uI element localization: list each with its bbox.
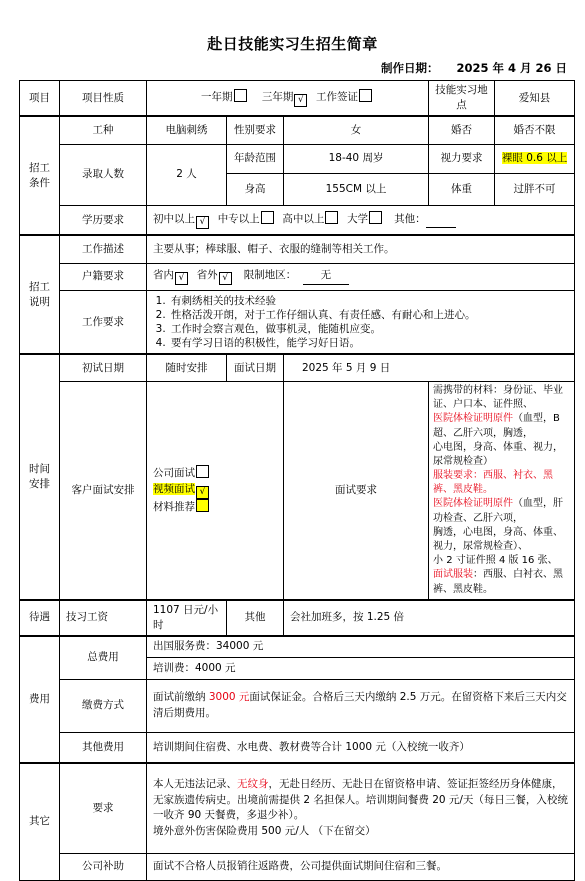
service-fee: 出国服务费：34000 元 — [147, 636, 575, 657]
video-interview-checkbox: √ — [196, 486, 209, 499]
material-recommend-checkbox — [196, 499, 209, 512]
education-options: 初中以上 √ 中专以上 高中以上 大学 其他： — [147, 205, 575, 235]
location-value: 爱知县 — [495, 81, 575, 117]
project-nature-options — [147, 81, 429, 117]
interview-req-text: 需携带的材料：身份证、毕业证、户口本、证件照、 医院体检证明原件（血型，B 超、乙肝六项，胸透， 心电图，身高、体重、视力，尿常规检查） 服装要求：西服、衬衣、黑裤、黑皮鞋。 医院体检证明原件（血型，肝功检查、乙肝六项， 胸透，心电图，身高、体重、视力，尿常规检查）、 小 2 寸证件照 4 版 16 张、 面试服装：西服、白衬衣、黑裤、黑皮鞋。 — [429, 381, 575, 599]
education-label: 学历要求 — [60, 205, 147, 235]
arrange-options: 公司面试 视频面试 √ 材料推荐 — [147, 381, 284, 599]
interview-date-value: 2025 年 5 月 9 日 — [284, 354, 575, 381]
first-date-label: 初试日期 — [60, 354, 147, 381]
hukou-label: 户籍要求 — [60, 263, 147, 290]
interview-arrange-row — [20, 381, 575, 599]
hukou-options: 省内 √ 省外 √ 限制地区： 无 — [147, 263, 575, 290]
location-label: 技能实习地点 — [429, 81, 495, 117]
restrict-value: 无 — [303, 268, 349, 284]
marriage-label: 婚否 — [429, 116, 495, 144]
work-desc-value: 主要从事；棒球服、帽子、衣服的缝制等相关工作。 — [147, 235, 575, 263]
other-fee-value: 培训期间住宿费、水电费、教材费等合计 1000 元（入校统一收齐） — [147, 732, 575, 763]
one-year-checkbox — [234, 89, 247, 102]
other-fee-row — [20, 732, 575, 763]
payment-row — [20, 679, 575, 732]
job-type-value: 电脑刺绣 — [147, 116, 227, 144]
work-req-list — [147, 290, 575, 354]
hukou-in-checkbox: √ — [175, 272, 188, 285]
total-fee-label: 总费用 — [60, 636, 147, 679]
date-line — [381, 60, 567, 76]
project-row — [20, 81, 575, 117]
page-title: 赴日技能实习生招生简章 — [207, 35, 378, 53]
vision-value: 裸眼 0.6 以上 — [495, 144, 575, 173]
three-year-label: 三年期 — [261, 91, 294, 104]
treatment-other-label: 其他 — [227, 600, 284, 636]
edu-uni-checkbox — [369, 211, 382, 224]
work-visa-checkbox — [359, 89, 372, 102]
edu-junior-checkbox: √ — [196, 216, 209, 229]
subsidy-value: 面试不合格人员报销往返路费，公司提供面试期间住宿和三餐。 — [147, 853, 575, 880]
hukou-out-checkbox: √ — [219, 272, 232, 285]
wage-label: 技习工资 — [60, 600, 147, 636]
date-value: 2025 年 4 月 26 日 — [456, 61, 567, 75]
misc-section-label: 其它 — [20, 763, 60, 880]
treatment-other-value: 会社加班多，按 1.25 倍 — [284, 600, 575, 636]
job-type-label: 工种 — [60, 116, 147, 144]
three-year-checkbox: √ — [294, 94, 307, 107]
weight-label: 体重 — [429, 173, 495, 205]
first-date-value: 随时安排 — [147, 354, 227, 381]
training-fee: 培训费：4000 元 — [147, 657, 575, 679]
edu-tech-checkbox — [261, 211, 274, 224]
age-row — [20, 144, 575, 173]
height-value: 155CM 以上 — [284, 173, 429, 205]
one-year-label: 一年期 — [201, 91, 233, 104]
work-req-item: 3. 工作时会察言观色，做事机灵，能随机应变。 — [169, 322, 571, 336]
vision-label: 视力要求 — [429, 144, 495, 173]
explain-section-label: 招工说明 — [20, 235, 60, 354]
payment-label: 缴费方式 — [60, 679, 147, 732]
interview-req-label: 面试要求 — [284, 381, 429, 599]
interview-date-label: 面试日期 — [227, 354, 284, 381]
treatment-row — [20, 600, 575, 636]
schedule-section-label: 时间安排 — [20, 354, 60, 599]
work-req-item: 1. 有刺绣相关的技术经验 — [169, 294, 571, 308]
misc-req-value: 本人无违法记录、无纹身，无赴日经历、无赴日在留资格申请、签证拒签经历身体健康，无家族遗传病史。出境前需提供 2 名担保人。培训期间餐费 20 元/天（每日三餐，入校统一收齐 90 天餐费，多退少补）。 境外意外伤害保险费用 500 元/人 （下在留交） — [147, 763, 575, 853]
gender-label: 性别要求 — [227, 116, 284, 144]
company-interview-checkbox — [196, 465, 209, 478]
date-label: 制作日期： — [380, 61, 439, 75]
recruitment-table — [19, 80, 575, 881]
job-type-row — [20, 116, 575, 144]
work-req-item: 4. 要有学习日语的积极性，能学习好日语。 — [169, 336, 571, 350]
height-label: 身高 — [227, 173, 284, 205]
subsidy-label: 公司补助 — [60, 853, 147, 880]
gender-value: 女 — [284, 116, 429, 144]
misc-req-label: 要求 — [60, 763, 147, 853]
work-req-row — [20, 290, 575, 354]
edu-high-checkbox — [325, 211, 338, 224]
first-interview-row — [20, 354, 575, 381]
hukou-row — [20, 263, 575, 290]
age-value: 18-40 周岁 — [284, 144, 429, 173]
wage-value: 1107 日元/小时 — [147, 600, 227, 636]
service-fee-row — [20, 636, 575, 657]
recruit-section-label: 招工条件 — [20, 116, 60, 235]
arrange-label: 客户面试安排 — [60, 381, 147, 599]
work-visa-label: 工作签证 — [316, 91, 359, 104]
project-nature-label: 项目性质 — [60, 81, 147, 117]
work-req-item: 2. 性格活泼开朗，对于工作仔细认真、有责任感、有耐心和上进心。 — [169, 308, 571, 322]
payment-value: 面试前缴纳 3000 元面试保证金。合格后三天内缴纳 2.5 万元。在留资格下来后三天内交清后期费用。 — [147, 679, 575, 732]
work-req-label: 工作要求 — [60, 290, 147, 354]
weight-value: 过胖不可 — [495, 173, 575, 205]
treatment-label: 待遇 — [20, 600, 60, 636]
project-label: 项目 — [20, 81, 60, 117]
work-desc-row — [20, 235, 575, 263]
age-label: 年龄范围 — [227, 144, 284, 173]
subsidy-row — [20, 853, 575, 880]
other-fee-label: 其他费用 — [60, 732, 147, 763]
marriage-value: 婚否不限 — [495, 116, 575, 144]
count-label: 录取人数 — [60, 144, 147, 205]
misc-req-row — [20, 763, 575, 853]
education-row — [20, 205, 575, 235]
count-value: 2 人 — [147, 144, 227, 205]
work-desc-label: 工作描述 — [60, 235, 147, 263]
fees-section-label: 费用 — [20, 636, 60, 763]
